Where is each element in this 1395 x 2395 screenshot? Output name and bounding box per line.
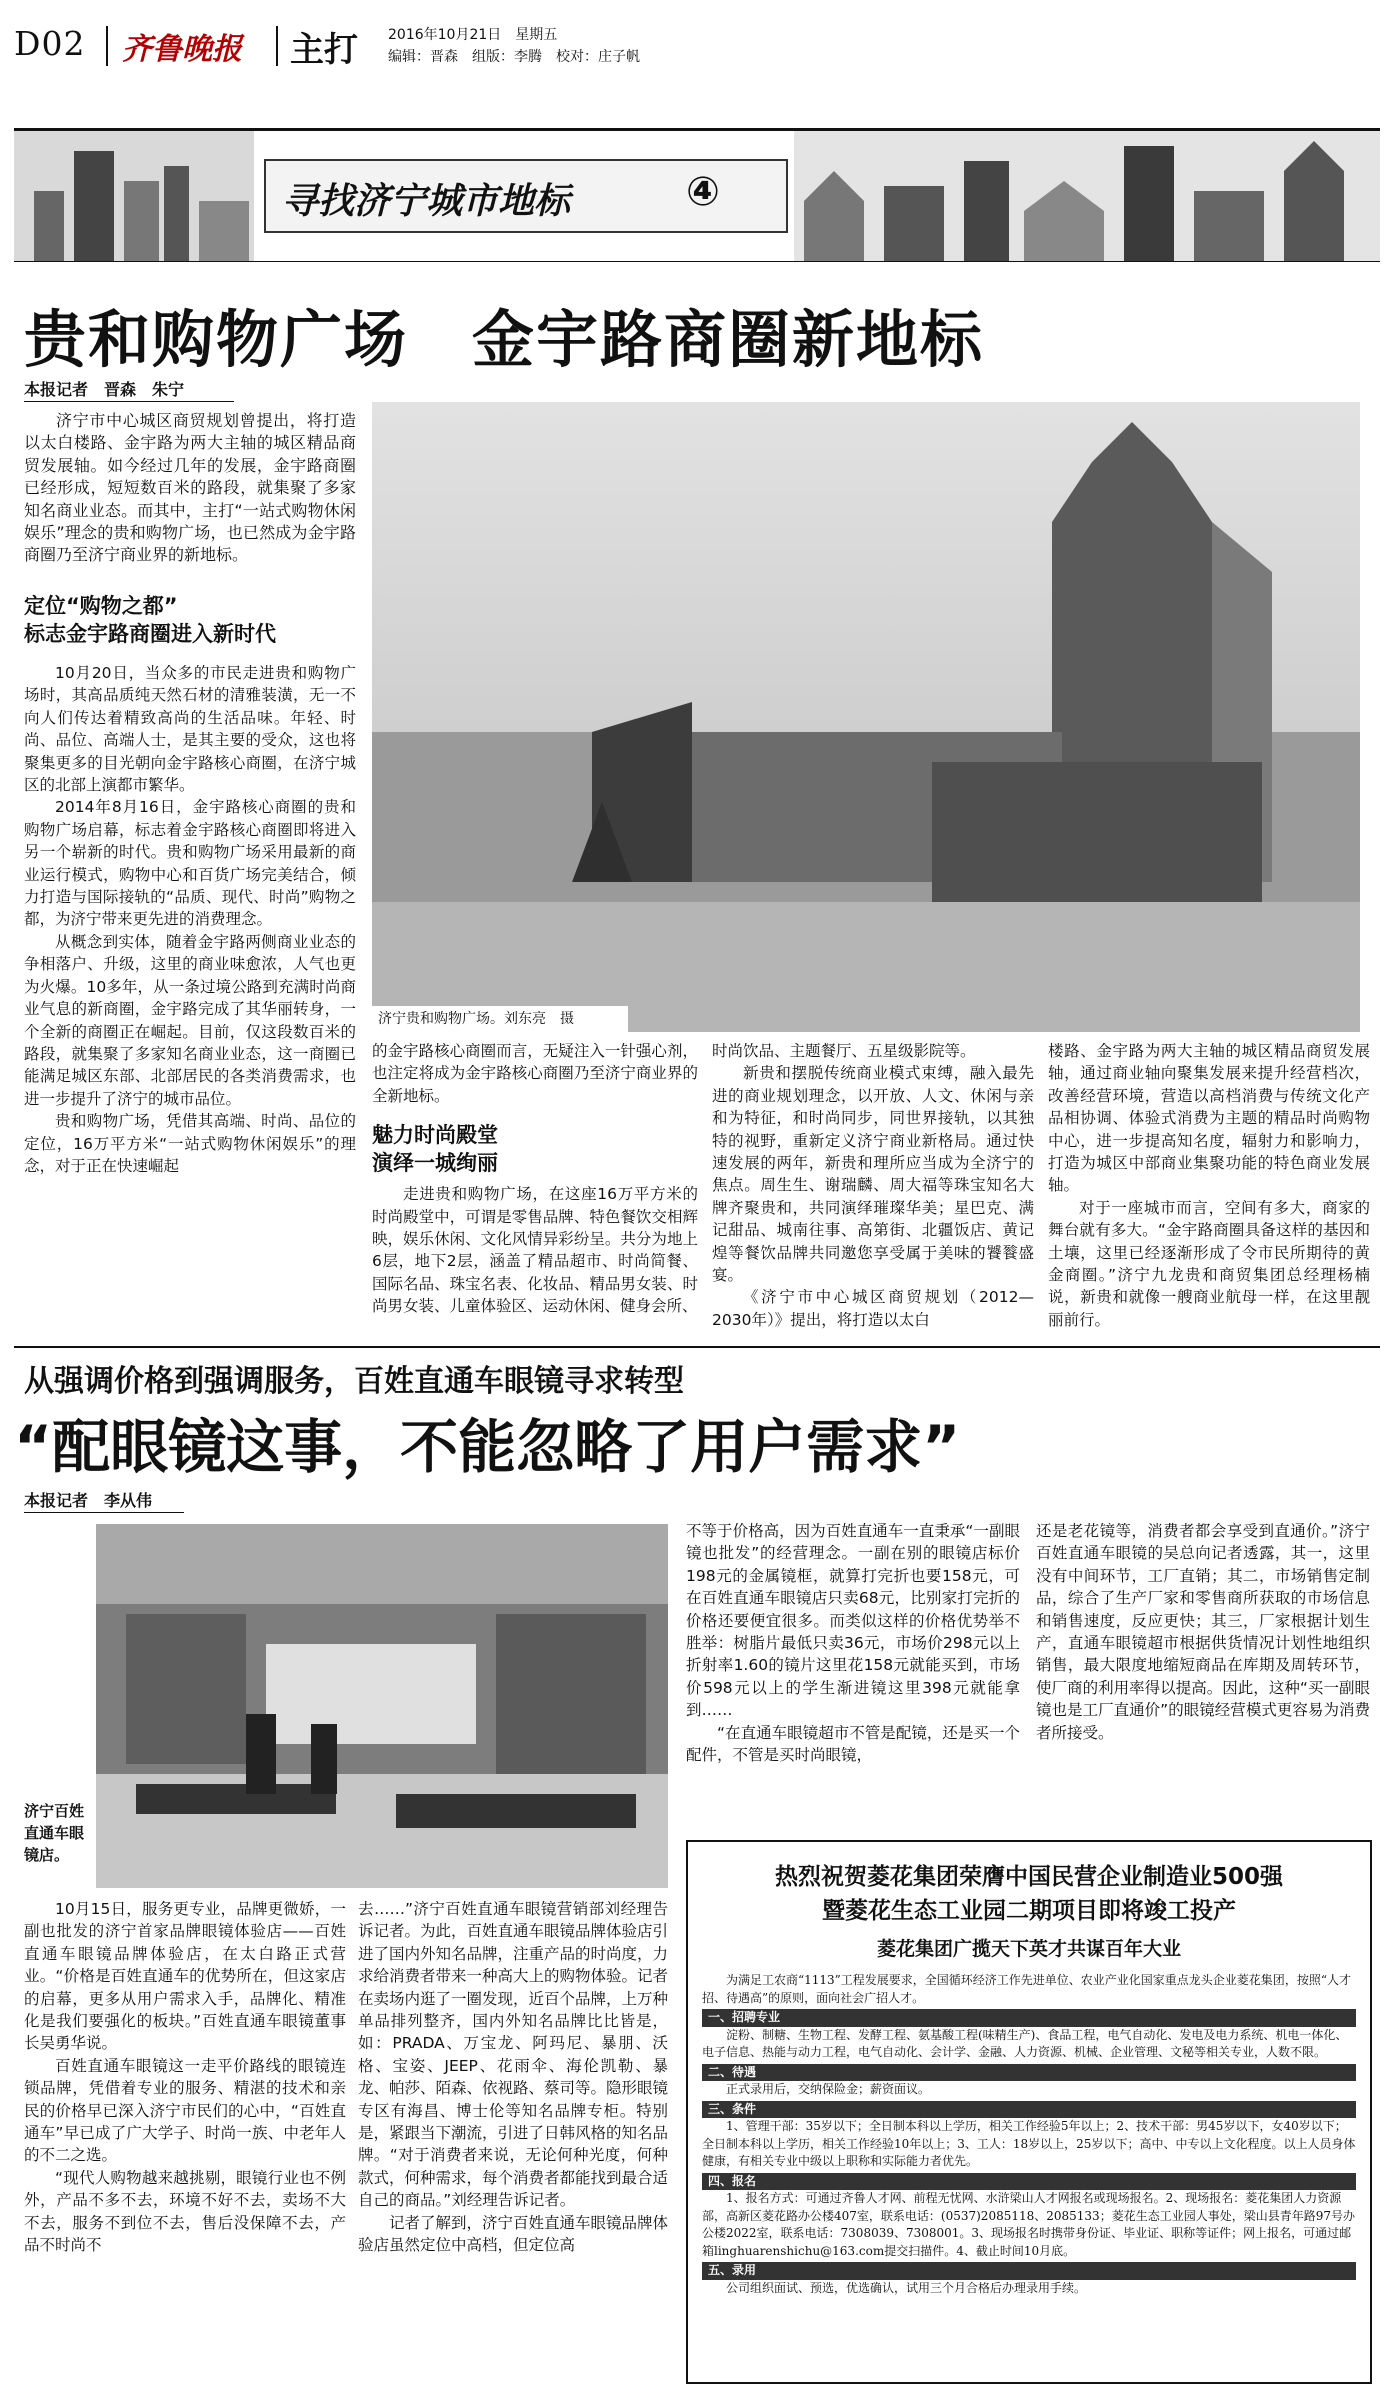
ad-slogan: 菱花集团广揽天下英才共谋百年大业 [876, 1938, 1181, 1960]
paragraph: 贵和购物广场，凭借其高端、时尚、品位的定位，16万平方米“一站式购物休闲娱乐”的理念，对于正在快速崛起 [24, 1112, 356, 1175]
paper-name-logo: 齐鲁晚报 [122, 32, 242, 67]
paragraph: 《济宁市中心城区商贸规划（2012—2030年）》提出，将打造以太白 [712, 1288, 1034, 1329]
paragraph: “在直通车眼镜超市不管是配镜，还是买一个配件，不管是买时尚眼镜， [686, 1723, 1020, 1765]
date-line: 2016年10月21日 星期五 [388, 27, 558, 43]
paragraph: 走进贵和购物广场，在这座16万平方米的时尚殿堂中，可谓是零售品牌、特色餐饮交相辉映，娱乐休闲、文化风情异彩纷呈。共分为地上6层，地下2层，涵盖了精品超市、时尚简餐、国际名品、珠宝名表、化妆品、精品男女装、时尚男女装、儿童体验区、运动休闲、健身会所、 [372, 1185, 698, 1316]
paragraph: “现代人购物越来越挑剔，眼镜行业也不例外，产品不多不去，环境不好不去，卖场不大不去，服务不到位不去，售后没保障不去，产品不时尚不 [24, 2168, 346, 2255]
paragraph: 时尚饮品、主题餐厅、五星级影院等。 [712, 1042, 976, 1060]
article2-byline: 本报记者 李从伟 [24, 1491, 153, 1510]
ad-section-title: 四、报名 [702, 2173, 1356, 2191]
paragraph: 楼路、金宇路为两大主轴的城区精品商贸发展轴，通过商业轴向聚集发展来提升经营档次，改善经营环境，营造以高档消费与传统文化产品相协调、体验式消费为主题的精品时尚购物中心，进一步提高知名度，辐射力和影响力，打造为城区中部商业集聚功能的特色商业发展轴。 [1048, 1042, 1370, 1195]
ad-intro: 为满足工农商“1113”工程发展要求，全国循环经济工作先进单位、农业产业化国家重点龙头企业菱花集团，按照“人才招、待遇高”的原则，面向社会广招人才。 [702, 1973, 1351, 2005]
ad-section-text: 淀粉、制糖、生物工程、发酵工程、氨基酸工程(味精生产)、食品工程，电气自动化、发电及电力系统、机电一体化、电子信息、热能与动力工程，电气自动化、会计学、金融、人力资源、机械、企业管理、文秘等相关专业，人数不限。 [702, 2027, 1348, 2059]
article2-headline: “配眼镜这事，不能忽略了用户需求” [14, 1413, 961, 1481]
subhead2-line1: 魅力时尚殿堂 [372, 1123, 498, 1148]
section-divider [14, 1346, 1380, 1348]
ad-section-text: 公司组织面试、预选，优选确认，试用三个月合格后办理录用手续。 [726, 2280, 1087, 2295]
byline-rule [24, 1512, 184, 1513]
paragraph: 2014年8月16日，金宇路核心商圈的贵和购物广场启幕，标志着金宇路核心商圈即将进入另一个崭新的时代。贵和购物广场采用最新的商业运行模式，购物中心和百货广场完美结合，倾力打造与国际接轨的“品质、现代、时尚”购物之都，为济宁带来更先进的消费理念。 [24, 798, 356, 929]
skyline-illustration-left [14, 131, 254, 261]
ad-section-title: 一、招聘专业 [702, 2009, 1356, 2027]
article2-kicker: 从强调价格到强调服务，百姓直通车眼镜寻求转型 [24, 1364, 684, 1399]
ad-title1: 热烈祝贺菱花集团荣膺中国民营企业制造业500强 [774, 1864, 1283, 1890]
byline-rule [24, 401, 234, 402]
paragraph: 新贵和摆脱传统商业模式束缚，融入最先进的商业规划理念，以开放、人文、休闲与亲和为特征，和时尚同步，同世界接轨，以其独特的视野，重新定义济宁商业新格局。通过快速发展的两年，新贵和理所应当成为全济宁的焦点。周生生、谢瑞麟、周大福等珠宝知名大牌齐聚贵和，共同演绎璀璨华美；星巴克、满记甜品、城南往事、高第街、北疆饭店、黄记煌等餐饮品牌共同邀您享受属于美味的饕餮盛宴。 [712, 1064, 1034, 1285]
paragraph: 百姓直通车眼镜这一走平价路线的眼镜连锁品牌，凭借着专业的服务、精湛的技术和亲民的价格早已深入济宁市民们的心中，“百姓直通车”早已成了广大学子、时尚一族、中老年人的不二之选。 [24, 2056, 346, 2165]
article1-col1 [24, 662, 356, 1177]
paragraph: 去……”济宁百姓直通车眼镜营销部刘经理告诉记者。为此，百姓直通车眼镜品牌体验店引进了国内外知名品牌，注重产品的时尚度，力求给消费者带来一种高大上的购物体验。记者在卖场内逛了一圈发现，近百个品牌，上万种单品排列整齐，国内外知名品牌比比皆是，如：PRADA、万宝龙、阿玛尼、暴朋、沃格、宝姿、JEEP、花雨伞、海伦凯勒、暴龙、帕莎、陌森、依视路、蔡司等。隐形眼镜专区有海昌、博士伦等知名品牌专柜。特别是，紧跟当下潮流，引进了日韩风格的知名品牌。“对于消费者来说，无论何种光度，何种款式，何种需求，每个消费者都能找到最合适自己的商品。”刘经理告诉记者。 [358, 1900, 669, 2210]
subhead1-line1: 定位“购物之都” [24, 594, 178, 618]
ad-section-title: 三、条件 [702, 2101, 1356, 2119]
editor-line: 编辑：晋森 组版：李腾 校对：庄子帆 [388, 49, 640, 65]
article1-lead [24, 410, 356, 567]
photo-caption: 济宁贵和购物广场。刘东亮 摄 [372, 1006, 628, 1032]
ad-section-title: 五、录用 [702, 2262, 1356, 2280]
article2-colC [686, 1520, 1020, 1766]
article1-subhead1 [24, 592, 356, 648]
paragraph: 10月20日，当众多的市民走进贵和购物广场时，其高品质纯天然石材的清雅装潢，无一不向人们传达着精致高尚的生活品味。年轻、时尚、品位、高端人士，是其主要的受众，这也将聚集更多的目光朝向金宇路核心商圈，在济宁城区的北部上演都市繁华。 [24, 664, 356, 795]
skyline-illustration-right [794, 131, 1380, 261]
page-header [14, 18, 1380, 70]
article1-col2 [372, 1040, 698, 1318]
paragraph: 的金宇路核心商圈而言，无疑注入一针强心剂，也注定将成为金宇路核心商圈乃至济宁商业界的全新地标。 [372, 1042, 698, 1105]
paragraph: 对于一座城市而言，空间有多大，商家的舞台就有多大。“金宇路商圈具备这样的基因和土壤，这里已经逐渐形成了令市民所期待的黄金商圈。”济宁九龙贵和商贸集团总经理杨楠说，新贵和就像一艘商业航母一样，在这里靓丽前行。 [1048, 1198, 1370, 1329]
ad-section-text: 正式录用后，交纳保险金；薪资面议。 [726, 2082, 931, 2096]
ad-section-title: 二、待遇 [702, 2064, 1356, 2082]
recruitment-ad [686, 1840, 1372, 2384]
ad-body [702, 1972, 1356, 2297]
photo-illustration [96, 1524, 668, 1888]
banner-number: ④ [686, 169, 720, 215]
subhead2-line2: 演绎一城绚丽 [372, 1151, 498, 1176]
paragraph: 10月15日，服务更专业，品牌更微娇，一副也批发的济宁首家品牌眼镜体验店——百姓直通车眼镜品牌体验店，在太白路正式营业。“价格是百姓直通车的优势所在，但这家店的启幕，更多从用户需求入手，品牌化、精准化是我们要强化的板块。”百姓直通车眼镜董事长吴勇华说。 [24, 1900, 346, 2053]
banner-title-box [264, 159, 788, 233]
paragraph: 记者了解到，济宁百姓直通车眼镜品牌体验店虽然定位中高档，但定位高 [358, 2213, 669, 2255]
banner-title: 寻找济宁城市地标 [282, 181, 571, 222]
article1-col3 [712, 1040, 1034, 1331]
ad-section-text: 1、管理干部：35岁以下；全日制本科以上学历，相关工作经验5年以上；2、技术干部：男45岁以下，女40岁以下；全日制本科以上学历，相关工作经验10年以上；3、工人：18岁以上，25岁以下；高中、中专以上文化程度。以上人员身体健康，有相关专业中级以上职称和实际能力者优先。 [702, 2119, 1356, 2168]
glasses-store-photo [96, 1524, 668, 1888]
article1-headline: 贵和购物广场 金宇路商圈新地标 [24, 303, 985, 376]
header-divider [106, 26, 108, 66]
article2-colB [358, 1898, 668, 2257]
page-number: D02 [14, 24, 86, 63]
article2-colD [1036, 1520, 1370, 1744]
article1-byline: 本报记者 晋森 朱宁 [24, 380, 185, 399]
subhead1-line2: 标志金宇路商圈进入新时代 [24, 622, 276, 646]
article1-col4 [1048, 1040, 1370, 1331]
ad-title2: 暨菱花生态工业园二期项目即将竣工投产 [822, 1898, 1236, 1924]
header-divider [276, 26, 278, 66]
lead-paragraph: 济宁市中心城区商贸规划曾提出，将打造以太白楼路、金宇路为两大主轴的城区精品商贸发展轴。如今经过几年的发展，金宇路商圈已经形成，短短数百米的路段，就集聚了多家知名商业业态。而其中，主打“一站式购物休闲娱乐”理念的贵和购物广场，也已然成为金宇路商圈乃至济宁商业界的新地标。 [24, 411, 356, 565]
paragraph: 还是老花镜等，消费者都会享受到直通价。”济宁百姓直通车眼镜的吴总向记者透露，其一，这里没有中间环节，工厂直销；其二，市场销售定制品，综合了生产厂家和零售商所获取的市场信息和销售速度，反应更快；其三，厂家根据计划生产，直通车眼镜超市根据供货情况计划性地组织销售，最大限度地缩短商品在库期及周转环节，使厂商的利用率得以提高。因此，这种“买一副眼镜也是工厂直通价”的眼镜经营模式更容易为消费者所接受。 [1036, 1522, 1370, 1742]
series-banner [14, 128, 1380, 262]
glasses-photo-caption: 济宁百姓直通车眼镜店。 [24, 1802, 85, 1864]
guihe-plaza-photo [372, 402, 1360, 1032]
paragraph: 不等于价格高，因为百姓直通车一直秉承“一副眼镜也批发”的经营理念。一副在别的眼镜店标价198元的金属镜框，就算打完折也要158元，可在百姓直通车眼镜店只卖68元，比别家打完折的价格还要便宜很多。而类似这样的价格优势举不胜举：树脂片最低只卖36元，市场价298元以上折射率1.60的镜片这里花158元就能买到，市场价598元以上的学生渐进镜这里398元就能拿到…… [686, 1522, 1020, 1720]
photo-illustration [372, 402, 1360, 1032]
paragraph: 从概念到实体，随着金宇路两侧商业业态的争相落户、升级，这里的商业味愈浓，人气也更为火爆。10多年，从一条过境公路到充满时尚商业气息的新商圈，金宇路完成了其华丽转身，一个全新的商圈正在崛起。目前，仅这段数百米的路段，就集聚了多家知名商业业态，这一商圈已能满足城区东部、北部居民的各类消费需求，也进一步提升了济宁的城市品位。 [24, 932, 356, 1108]
article2-colA [24, 1898, 346, 2257]
section-title: 主打 [290, 30, 358, 70]
ad-section-text: 1、报名方式：可通过齐鲁人才网、前程无忧网、水浒梁山人才网报名或现场报名。2、现场报名：菱花集团人力资源部，高新区菱花路办公楼407室，联系电话：(0537)2085118、2085133；菱花生态工业园人事处，梁山县青年路97号办公楼2022室，联系电话：7308039、7308001。3、现场报名时携带身份证、毕业证、职称等证件；网上报名，可通过邮箱linghuarenshichu@163.com提交扫描件。4、截止时间10月底。 [702, 2191, 1355, 2258]
